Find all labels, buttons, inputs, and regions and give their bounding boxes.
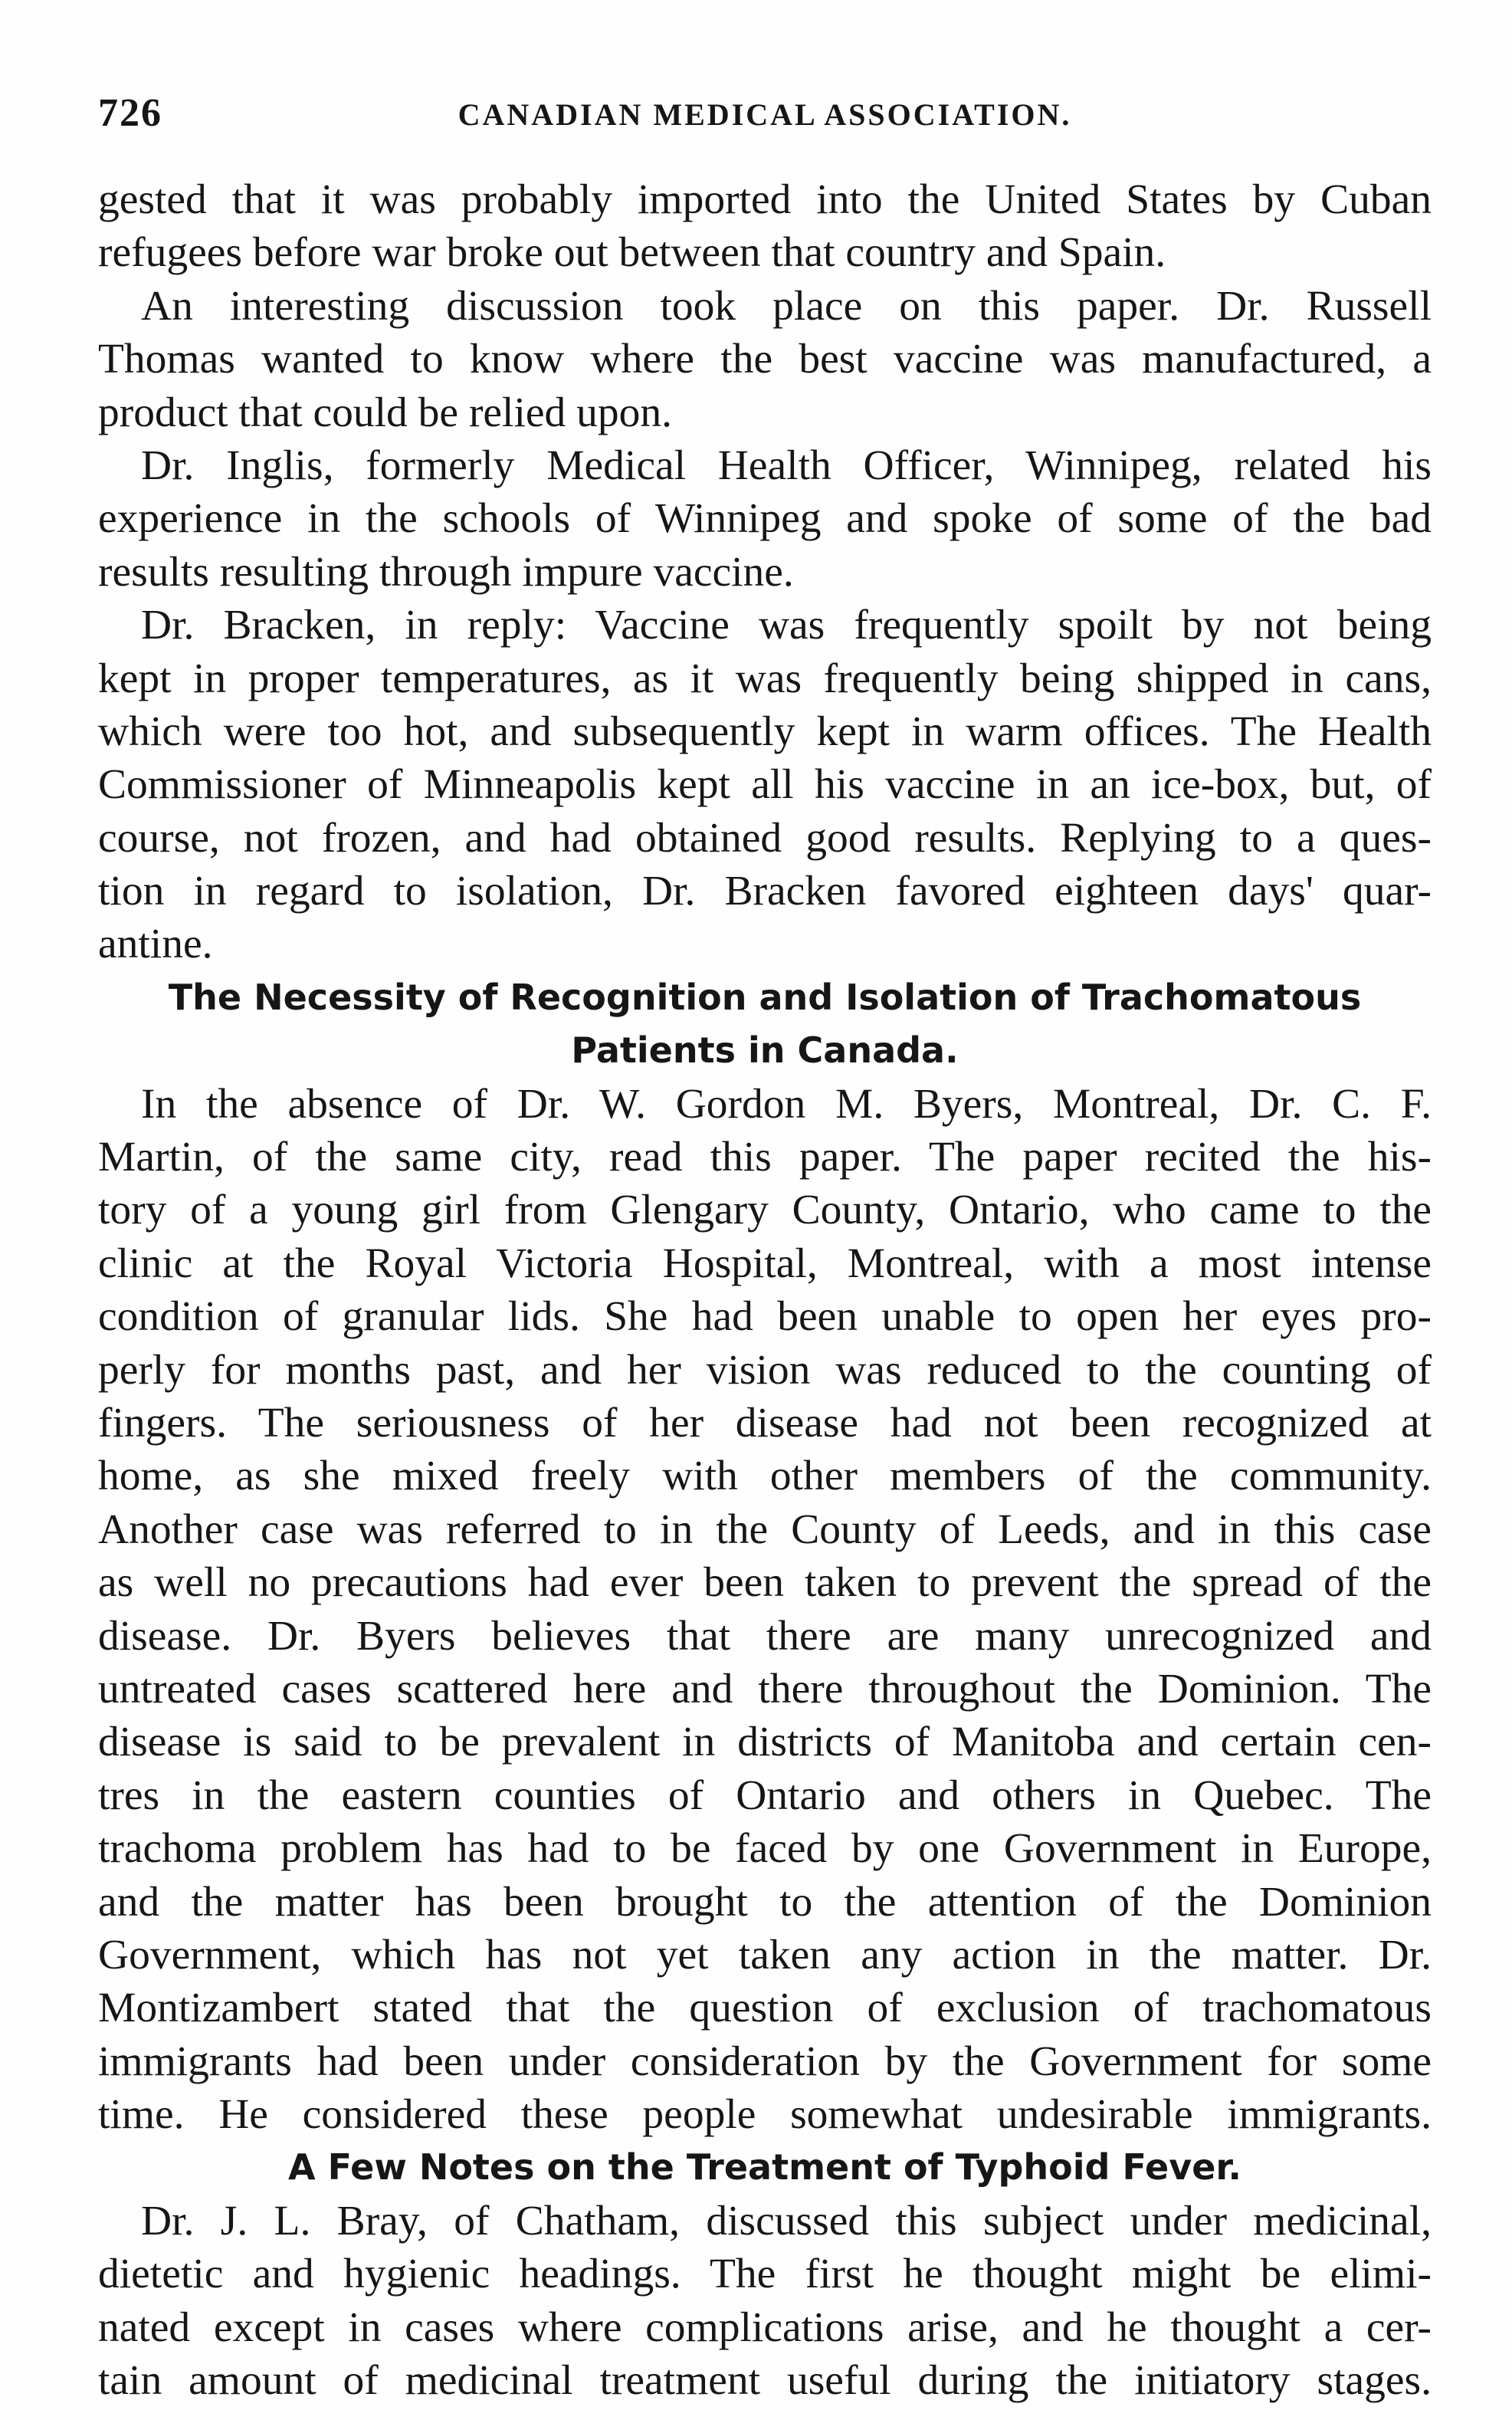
text-line: fingers. The seriousness of her disease had not been recognized at bbox=[98, 1399, 1432, 1446]
page-number: 726 bbox=[98, 91, 162, 135]
text-line: results resulting through impure vaccine. bbox=[98, 548, 794, 596]
text-line: home, as she mixed freely with other members of the community. bbox=[98, 1453, 1432, 1500]
text-line: disease. Dr. Byers believes that there are many unrecognized and bbox=[98, 1612, 1432, 1660]
text-line: Commissioner of Minneapolis kept all his vaccine in an ice-box, but, of bbox=[98, 761, 1432, 809]
section-heading: A Few Notes on the Treatment of Typhoid Fever. bbox=[287, 2146, 1242, 2189]
text-line: Dr. J. L. Bray, of Chatham, discussed this subject under medicinal, bbox=[141, 2197, 1432, 2244]
text-line: trachoma problem has had to be faced by one Government in Europe, bbox=[98, 1825, 1432, 1873]
text-line: perly for months past, and her vision was reduced to the counting of bbox=[98, 1346, 1432, 1394]
text-line: An interesting discussion took place on this paper. Dr. Russell bbox=[141, 282, 1432, 330]
text-line: antine. bbox=[98, 921, 213, 968]
text-line: disease is said to be prevalent in districts of Manitoba and certain cen- bbox=[98, 1719, 1432, 1766]
text-line: condition of granular lids. She had been unable to open her eyes pro- bbox=[98, 1293, 1432, 1341]
text-line: tres in the eastern counties of Ontario and others in Quebec. The bbox=[98, 1771, 1432, 1819]
text-line: experience in the schools of Winnipeg and spoke of some of the bad bbox=[98, 495, 1432, 543]
text-line: refugees before war broke out between that country and Spain. bbox=[98, 229, 1166, 277]
section-heading: Patients in Canada. bbox=[571, 1029, 959, 1072]
text-line: which were too hot, and subsequently kept in warm offices. The Health bbox=[98, 708, 1432, 755]
text-line: Another case was referred to in the County of Leeds, and in this case bbox=[98, 1506, 1432, 1553]
text-line: clinic at the Royal Victoria Hospital, Montreal, with a most intense bbox=[98, 1240, 1432, 1287]
text-line: tory of a young girl from Glengary County, Ontario, who came to the bbox=[98, 1187, 1432, 1234]
text-line: Martin, of the same city, read this paper. The paper recited the his- bbox=[98, 1134, 1432, 1181]
text-line: gested that it was probably imported into the United States by Cuban bbox=[98, 176, 1432, 223]
text-line: tion in regard to isolation, Dr. Bracken favored eighteen days' quar- bbox=[98, 868, 1432, 915]
text-line: Dr. Bracken, in reply: Vaccine was frequently spoilt by not being bbox=[141, 602, 1432, 649]
text-line: nated except in cases where complications arise, and he thought a cer- bbox=[98, 2303, 1432, 2351]
text-line: untreated cases scattered here and there throughout the Dominion. The bbox=[98, 1665, 1432, 1712]
body-text bbox=[98, 173, 1432, 2407]
text-line: product that could be relied upon. bbox=[98, 389, 673, 436]
text-line: immigrants had been under consideration by the Government for some bbox=[98, 2037, 1432, 2085]
text-line: Dr. Inglis, formerly Medical Health Officer, Winnipeg, related his bbox=[141, 442, 1432, 489]
text-line: as well no precautions had ever been taken to prevent the spread of the bbox=[98, 1559, 1432, 1607]
text-line: course, not frozen, and had obtained good results. Replying to a ques- bbox=[98, 814, 1432, 862]
text-line: In the absence of Dr. W. Gordon M. Byers, Montreal, Dr. C. F. bbox=[141, 1080, 1432, 1128]
text-line: dietetic and hygienic headings. The first he thought might be elimi- bbox=[98, 2251, 1432, 2298]
text-line: tain amount of medicinal treatment useful during the initiatory stages. bbox=[98, 2357, 1432, 2405]
running-head: CANADIAN MEDICAL ASSOCIATION. bbox=[458, 97, 1072, 132]
section-heading: The Necessity of Recognition and Isolation of Trachomatous bbox=[168, 976, 1362, 1018]
text-line: Thomas wanted to know where the best vaccine was manufactured, a bbox=[98, 336, 1432, 383]
text-line: and the matter has been brought to the attention of the Dominion bbox=[98, 1878, 1432, 1926]
text-line: Montizambert stated that the question of exclusion of trachomatous bbox=[98, 1985, 1432, 2032]
text-line: time. He considered these people somewhat undesirable immigrants. bbox=[98, 2091, 1432, 2139]
text-line: kept in proper temperatures, as it was frequently being shipped in cans, bbox=[98, 655, 1432, 702]
page-header bbox=[98, 90, 1432, 144]
text-line: Government, which has not yet taken any action in the matter. Dr. bbox=[98, 1931, 1432, 1978]
